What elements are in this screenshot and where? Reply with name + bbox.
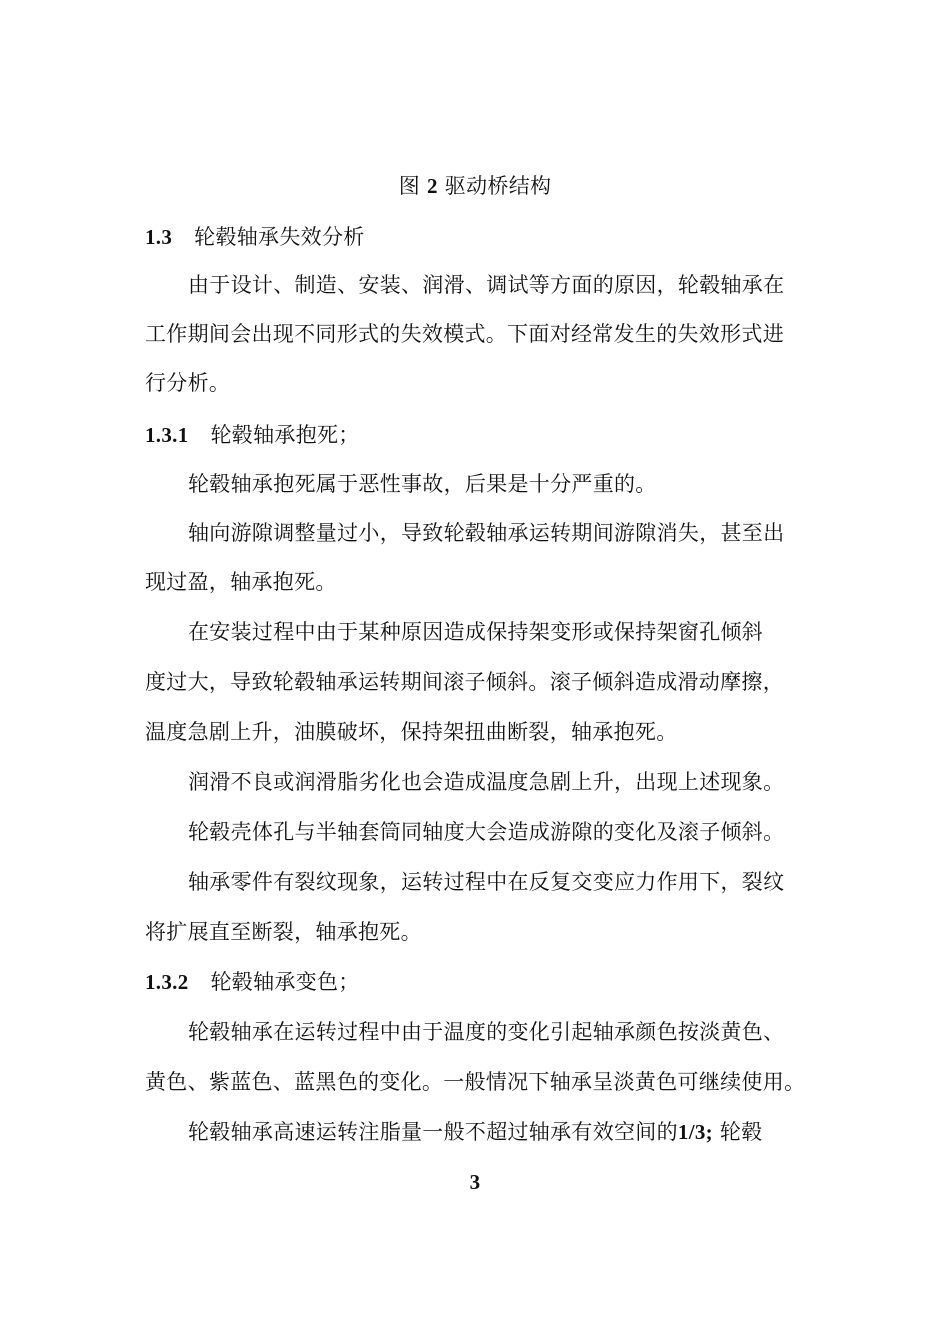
paragraph-line: 现过盈，轴承抱死。 (145, 570, 337, 594)
paragraph-line: 度过大，导致轮毂轴承运转期间滚子倾斜。滚子倾斜造成滑动摩擦， (145, 670, 784, 694)
section-heading-1-3-1 (145, 420, 815, 450)
figure-caption-number: 2 (427, 174, 438, 198)
section-title: 轮毂轴承变色； (210, 970, 360, 994)
section-number: 1.3.1 (145, 423, 189, 447)
paragraph-line: 工作期间会出现不同形式的失效模式。下面对经常发生的失效形式进 (145, 322, 784, 346)
paragraph-line: 轮毂壳体孔与半轴套筒同轴度大会造成游隙的变化及滚子倾斜。 (188, 820, 785, 844)
section-number: 1.3 (145, 225, 173, 249)
figure-caption (0, 171, 950, 201)
paragraph-line: 行分析。 (145, 371, 231, 395)
paragraph-line-last (188, 1117, 858, 1147)
paragraph-line: 由于设计、制造、安装、润滑、调试等方面的原因，轮毂轴承在 (188, 273, 785, 297)
paragraph-line: 将扩展直至断裂，轴承抱死。 (145, 920, 422, 944)
paragraph-line: 轴向游隙调整量过小，导致轮毂轴承运转期间游隙消失，甚至出 (188, 521, 785, 545)
section-heading-1-3 (145, 222, 815, 252)
paragraph-tail: 轮毂 (719, 1120, 763, 1144)
section-title: 轮毂轴承抱死； (210, 423, 360, 447)
figure-caption-prefix: 图 (398, 174, 421, 198)
paragraph-line: 温度急剧上升，油膜破坏，保持架扭曲断裂，轴承抱死。 (145, 720, 678, 744)
paragraph-text: 轮毂轴承高速运转注脂量一般不超过轴承有效空间的 (188, 1120, 678, 1144)
paragraph-line: 轮毂轴承在运转过程中由于温度的变化引起轴承颜色按淡黄色、 (188, 1020, 785, 1044)
paragraph-line: 润滑不良或润滑脂劣化也会造成温度急剧上升，出现上述现象。 (188, 770, 785, 794)
figure-caption-title: 驱动桥结构 (444, 174, 552, 198)
paragraph-line: 黄色、紫蓝色、蓝黑色的变化。一般情况下轴承呈淡黄色可继续使用。 (145, 1070, 806, 1094)
paragraph-fraction: 1/3; (677, 1120, 713, 1144)
paragraph-line: 轴承零件有裂纹现象，运转过程中在反复交变应力作用下，裂纹 (188, 870, 785, 894)
section-number: 1.3.2 (145, 970, 189, 994)
section-title: 轮毂轴承失效分析 (194, 225, 365, 249)
paragraph-line: 轮毂轴承抱死属于恶性事故，后果是十分严重的。 (188, 472, 657, 496)
paragraph-line: 在安装过程中由于某种原因造成保持架变形或保持架窗孔倾斜 (188, 620, 764, 644)
section-heading-1-3-2 (145, 967, 815, 997)
page-number: 3 (469, 1170, 481, 1194)
